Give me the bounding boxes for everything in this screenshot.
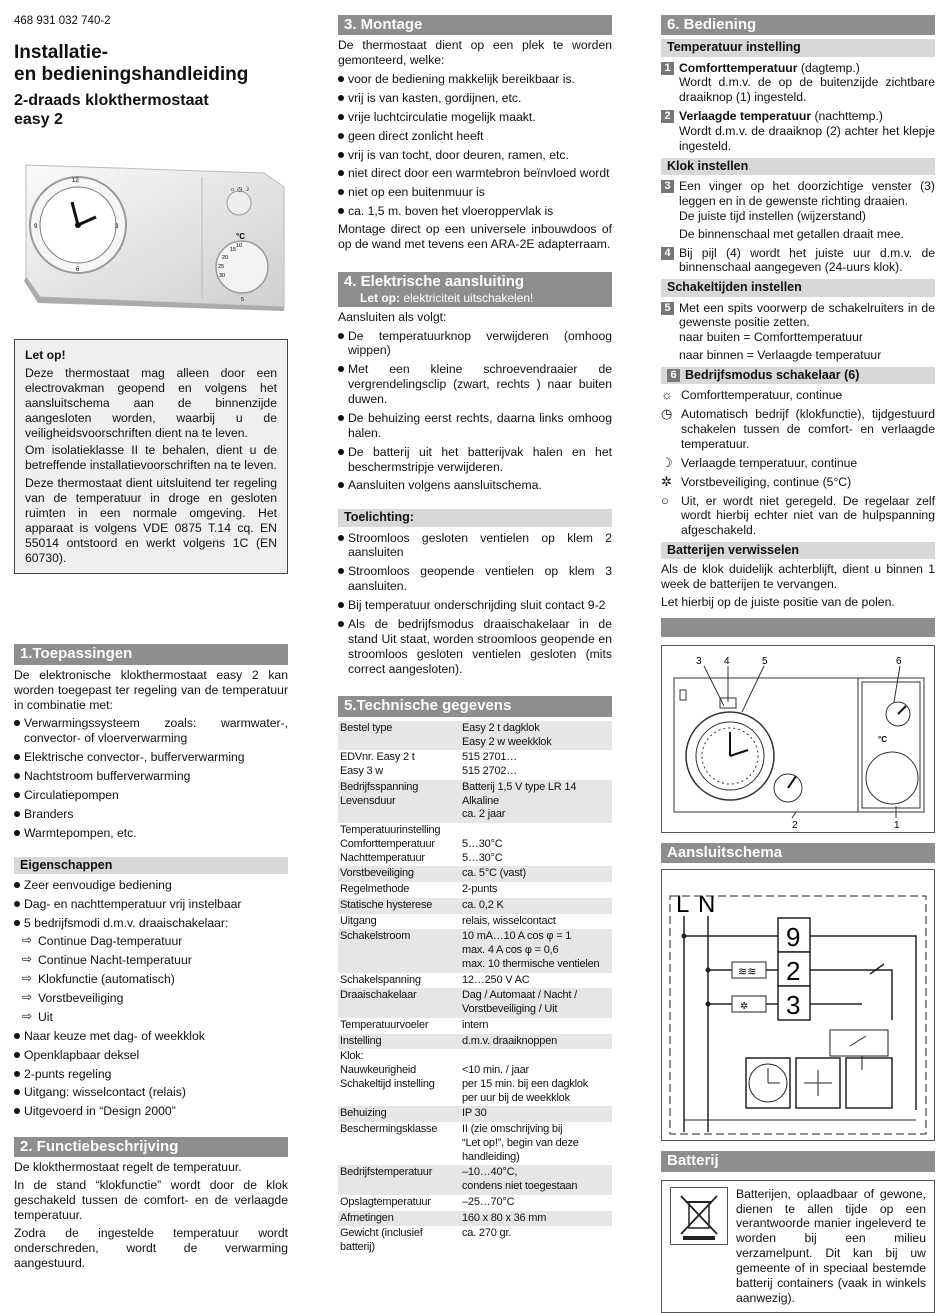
table-row (338, 1018, 612, 1034)
spec-label: Statische hysterese (338, 898, 460, 914)
applications-list (14, 716, 288, 840)
spec-label: Schakelstroom (338, 929, 460, 972)
list-item: Stroomloos gesloten ventielen op klem 2 aansluiten (338, 531, 612, 561)
spec-value: ca. 0,2 K (460, 898, 612, 914)
step-number: 1 (661, 62, 674, 75)
step-2-text: Wordt d.m.v. de draaiknop (2) achter het klepje ingesteld. (679, 124, 935, 153)
list-item: Met een kleine schroevendraaier de vergrendelingsclip (zwart, rechts ) naar buiten duwen. (338, 362, 612, 407)
list-item: Warmtepompen, etc. (14, 826, 288, 841)
explanation-list (338, 531, 612, 677)
step-number: 4 (661, 247, 674, 260)
list-item: Stroomloos geopende ventielen op klem 3 aansluiten. (338, 564, 612, 594)
spec-value: Dag / Automaat / Nacht / Vorstbeveiliging / Uit (460, 988, 612, 1018)
step-number: 2 (661, 110, 674, 123)
list-item: Uitgang: wisselcontact (relais) (14, 1085, 288, 1100)
diagram-label-3: 3 (696, 656, 702, 668)
spec-value: ca. 270 gr. (462, 1227, 512, 1240)
section-4-warning (344, 291, 606, 306)
diagram-label-6: 6 (896, 656, 902, 668)
list-item: niet op een buitenmuur is (338, 185, 612, 200)
spec-value: relais, wisselcontact (462, 914, 556, 927)
table-row (338, 866, 612, 882)
step-number: 6 (667, 369, 680, 382)
wiring-scheme-drawing (662, 870, 934, 1140)
table-row (338, 1122, 612, 1165)
spec-value: intern (462, 1018, 489, 1031)
battery-change-text-1: Als de klok duidelijk achterblijft, dient u binnen 1 week de batterijen te vervangen. (661, 562, 935, 592)
battery-change-heading: Batterijen verwisselen (661, 542, 935, 559)
spec-value: II (zie omschrijving bij “Let op!”, begin van deze handleiding) (462, 1123, 579, 1163)
thermostat-image (14, 147, 288, 319)
step-1: 1 Comforttemperatuur (dagtemp.) Wordt d.m.v. de op de buitenzijde zichtbare draaiknop (1) ingesteld. (661, 61, 935, 106)
list-item: De temperatuurknop verwijderen (omhoog wippen) (338, 329, 612, 359)
battery-heading: Batterij (661, 1151, 935, 1171)
table-row (338, 1106, 612, 1122)
section-1-heading: 1.Toepassingen (14, 644, 288, 664)
list-item: 5 bedrijfsmodi d.m.v. draaischakelaar: (14, 916, 288, 931)
table-row (338, 973, 612, 989)
list-item: voor de bediening makkelijk bereikbaar is. (338, 72, 612, 87)
spec-label: Behuizing (338, 1106, 460, 1122)
table-row (338, 1034, 612, 1050)
scheme-label-l: L (676, 891, 690, 919)
list-item: vrij is van kasten, gordijnen, etc. (338, 91, 612, 106)
spec-value: Batterij 1,5 V type LR 14 Alkaline ca. 2 jaar (460, 780, 612, 823)
list-item: 2-punts regeling (14, 1067, 288, 1082)
mounting-list (338, 72, 612, 219)
spec-value: 10 mA…10 A cos φ = 1 max. 4 A cos φ = 0,6 max. 10 thermische ventielen (460, 929, 612, 972)
section-2-paragraph-1: De klokthermostaat regelt de temperatuur. (14, 1160, 242, 1175)
dial-number-12: 12 (72, 178, 79, 185)
list-item: Circulatiepompen (14, 788, 288, 803)
column-1 (14, 0, 288, 1271)
spec-value: 5…30°C 5…30°C (462, 837, 503, 864)
spec-value: –25…70°C (462, 1195, 515, 1208)
list-item: De behuizing eerst rechts, daarna links omhoog halen. (338, 411, 612, 441)
mode-frost: ✲ Vorstbeveiliging, continue (5°C) (661, 473, 852, 489)
svg-text:°C: °C (878, 735, 887, 745)
table-row (338, 898, 612, 914)
spec-value: 515 2701… 515 2702… (462, 751, 518, 778)
properties-heading: Eigenschappen (14, 857, 288, 874)
list-item: ⇨ Vorstbeveiliging (14, 991, 288, 1006)
svg-text:☼ ◷ ☽: ☼ ◷ ☽ (230, 187, 250, 194)
page-title (14, 42, 288, 87)
mode-off: ○ Uit, er wordt niet geregeld. De regelaar zelf wordt hierbij echter niet van de hulpspanning afgeschakeld. (661, 492, 935, 538)
section-4-intro: Aansluiten als volgt: (338, 309, 447, 324)
notice-paragraph-2: Om isolatieklasse II te behalen, dient u de betreffende installatievoorschriften na te leven. (25, 443, 277, 473)
knob-number-5: 5 (241, 297, 245, 304)
knob-number-10: 10 (236, 243, 243, 250)
dial-number-3: 3 (115, 224, 119, 231)
column-3 (661, 15, 935, 1313)
spec-value: –10…40°C, condens niet toegestaan (460, 1165, 612, 1195)
clock-icon: ◷ (661, 406, 673, 422)
step-5: 5 Met een spits voorwerp de schakelruiters in de gewenste positie zetten. naar buiten = Comforttemperatuur naar binnen = Verlaagde temperatuur (661, 301, 935, 364)
spec-label: EDVnr. Easy 2 t Easy 3 w (340, 751, 415, 778)
svg-text:✲: ✲ (740, 1001, 749, 1013)
step-number: 3 (661, 180, 674, 193)
spec-label: Gewicht (inclusief batterij) (340, 1227, 423, 1254)
notice-title: Let op! (25, 348, 66, 363)
switch-times-heading: Schakeltijden instellen (661, 279, 935, 296)
section-2-paragraph-2: In de stand “klokfunctie” wordt door de klok geschakeld tussen de comfort- en de verlaagde temperatuur. (14, 1178, 288, 1223)
step-number: 5 (661, 302, 674, 315)
section-3-intro: De thermostaat dient op een plek te worden gemonteerd, welke: (338, 38, 612, 68)
section-5-heading: 5.Technische gegevens (338, 696, 612, 716)
spec-label: Instelling (338, 1034, 460, 1050)
diagram-label-2: 2 (792, 820, 798, 832)
list-item: Naar keuze met dag- of weekklok (14, 1029, 288, 1044)
section-3-heading: 3. Montage (338, 15, 612, 35)
table-row (338, 1226, 612, 1256)
list-item: Verwarmingssysteem zoals: warmwater-, convector- of vloerverwarming (14, 716, 288, 746)
warning-label: Let op: (360, 291, 400, 306)
section-4-heading (338, 272, 612, 307)
mode-comfort: ☼ Comforttemperatuur, continue (661, 387, 843, 403)
list-item: Nachtstroom bufferverwarming (14, 769, 288, 784)
table-row (338, 929, 612, 972)
list-item: ⇨ Continue Dag-temperatuur (14, 934, 288, 949)
section-6-heading: 6. Bediening (661, 15, 935, 35)
list-item: Als de bedrijfsmodus draaischakelaar in de stand Uit staat, worden stroomloos geopende en stroomloos gesloten ventielen gesloten (mits correct aangesloten). (338, 617, 612, 677)
frost-icon: ✲ (661, 473, 672, 489)
spec-label: Temperatuurvoeler (340, 1018, 429, 1031)
list-item: ⇨ Continue Nacht-temperatuur (14, 953, 288, 968)
device-diagram (661, 645, 935, 833)
svg-text:≋≋: ≋≋ (738, 965, 757, 979)
step-4: 4 Bij pijl (4) wordt het juiste uur d.m.v. de binnenschaal aangegeven (24-uurs klok). (661, 246, 935, 276)
list-item: niet direct door een warmtebron beïnvloed wordt (338, 166, 612, 181)
document-number: 468 931 032 740-2 (14, 15, 111, 27)
spec-label: Bedrijfstemperatuur (338, 1165, 460, 1195)
list-item: vrije luchtcirculatie mogelijk maakt. (338, 110, 612, 125)
explanation-heading: Toelichting: (338, 509, 612, 526)
section-2-heading: 2. Functiebeschrijving (14, 1137, 288, 1157)
spec-label: Vorstbeveiliging (338, 866, 460, 882)
notice-paragraph-1: Deze thermostaat mag alleen door een electrovakman geopend en volgens het aansluitschema aan de binnenzijde aangesloten worden, waarbij u de veiligheidsvoorschriften dient na te leven. (25, 366, 277, 440)
list-item: Uitgevoerd in “Design 2000” (14, 1104, 288, 1119)
list-item: ⇨ Uit (14, 1010, 288, 1025)
column-2 (338, 15, 612, 1256)
table-row (338, 721, 612, 751)
device-diagram-drawing (662, 646, 934, 832)
off-icon: ○ (661, 492, 669, 508)
properties-list (14, 878, 288, 931)
knob-number-30: 30 (219, 273, 226, 280)
properties-list-2 (14, 1029, 288, 1119)
mode-switch-heading: 6 Bedrijfsmodus schakelaar (6) (661, 367, 935, 384)
table-row (338, 823, 612, 866)
dial-number-9: 9 (34, 224, 38, 231)
spec-value: 160 x 80 x 36 mm (460, 1211, 612, 1227)
modes-list (14, 934, 288, 1024)
list-item: Dag- en nachttemperatuur vrij instelbaar (14, 897, 288, 912)
wiring-scheme-heading: Aansluitschema (661, 843, 935, 863)
clock-heading: Klok instellen (661, 158, 935, 175)
table-row (338, 1211, 612, 1227)
mode-auto: ◷ Automatisch bedrijf (klokfunctie), tijdgestuurd schakelen tussen de comfort- en verlaagde temperatuur. (661, 406, 935, 451)
list-item: ⇨ Klokfunctie (automatisch) (14, 972, 288, 987)
spec-label: Beschermingsklasse (340, 1123, 438, 1136)
diagram-label-1: 1 (894, 820, 900, 832)
notice-paragraph-3: Deze thermostaat dient uitsluitend ter regeling van de temperatuur in droge en gesloten ruimten in een normale omgeving. Het apparaat is volgens VDE 0875 T.14 cq. EN 55014 ontstoord en werkt volgens 1C (EN 60730). (25, 476, 277, 565)
connection-list (338, 329, 612, 494)
table-row (338, 1165, 612, 1195)
sun-icon: ☼ (661, 387, 673, 403)
step-2: 2 Verlaagde temperatuur (nachttemp.) Wordt d.m.v. de draaiknop (2) achter het klepje ingesteld. (661, 109, 935, 154)
spec-label: Regelmethode (340, 883, 410, 896)
list-item: Zeer eenvoudige bediening (14, 878, 288, 893)
spec-value: ca. 5°C (vast) (460, 866, 612, 882)
technical-data-table (338, 721, 612, 1256)
wiring-scheme (661, 869, 935, 1141)
dial-number-6: 6 (76, 267, 80, 274)
spec-value: 2-punts (462, 883, 498, 896)
spec-label: Schakelspanning (340, 973, 421, 986)
terminal-9: 9 (786, 922, 801, 953)
diagram-label-4: 4 (724, 656, 730, 668)
list-item: Elektrische convector-, bufferverwarming (14, 750, 288, 765)
section-4-title: 4. Elektrische aansluiting (344, 272, 525, 290)
table-row (338, 914, 612, 930)
scheme-label-n: N (698, 891, 716, 919)
temperature-heading: Temperatuur instelling (661, 39, 935, 56)
thermostat-photo (14, 147, 288, 319)
step-1-title: Comforttemperatuur (679, 60, 798, 75)
terminal-2: 2 (786, 956, 801, 987)
spec-label: Bedrijfsspanning Levensduur (338, 780, 460, 823)
mode-night: ☽ Verlaagde temperatuur, continue (661, 454, 858, 470)
terminal-3: 3 (786, 990, 801, 1021)
crossed-bin-icon (670, 1187, 728, 1245)
knob-number-15: 15 (230, 247, 237, 254)
spec-label: Draaischakelaar (338, 988, 460, 1018)
section-2-paragraph-3: Zodra de ingestelde temperatuur wordt onderschreden, wordt de verwarming aangestuurd. (14, 1225, 288, 1270)
spec-value: Easy 2 t dagklok Easy 2 w weekklok (460, 721, 612, 751)
list-item: geen direct zonlicht heeft (338, 129, 612, 144)
step-1-text: Wordt d.m.v. de op de buitenzijde zichtbare draaiknop (1) ingesteld. (679, 75, 935, 105)
spec-value: d.m.v. draaiknoppen (460, 1034, 612, 1050)
table-row (338, 1049, 612, 1106)
table-row (338, 750, 612, 780)
spec-label: Afmetingen (338, 1211, 460, 1227)
moon-icon: ☽ (661, 454, 673, 470)
table-row (338, 988, 612, 1018)
section-1-intro: De elektronische klokthermostaat easy 2 kan worden toegepast ter regeling van de temperatuur in combinatie met: (14, 667, 288, 712)
spec-value: IP 30 (460, 1106, 612, 1122)
list-item: Openklapbaar deksel (14, 1048, 288, 1063)
diagram-heading-bar (661, 618, 935, 637)
list-item: ca. 1,5 m. boven het vloeroppervlak is (338, 204, 612, 219)
title-line-2: en bedieningshandleiding (14, 64, 249, 86)
battery-disposal-text: Batterijen, oplaadbaar of gewone, dienen te allen tijde op een verantwoorde manier ingeleverd te worden bij een milieu verzamelpunt. Dit kan bij uw gemeente of in speciaal bestemde batterij containers (vaak in winkels aanwezig). (736, 1186, 926, 1305)
spec-label: Uitgang (340, 914, 377, 927)
knob-number-25: 25 (218, 264, 225, 271)
list-item: Branders (14, 807, 288, 822)
subtitle-line-2: easy 2 (14, 111, 63, 129)
diagram-label-5: 5 (762, 656, 768, 668)
table-row (338, 882, 612, 898)
subtitle (14, 91, 288, 129)
list-item: vrij is van tocht, door deuren, ramen, etc. (338, 148, 612, 163)
spec-label: Temperatuurinstelling Comforttemperatuur Nachttemperatuur (340, 824, 441, 864)
spec-label: Bestel type (338, 721, 460, 751)
spec-value: <10 min. / jaar per 15 min. bij een dagklok per uur bij de weekklok (462, 1064, 589, 1104)
spec-label: Klok: Nauwkeurigheid Schakeltijd instelling (340, 1050, 435, 1090)
spec-value: 12…250 V AC (462, 973, 530, 986)
table-row (338, 1195, 612, 1211)
warning-text: elektriciteit uitschakelen! (400, 291, 534, 306)
spec-label: Opslagtemperatuur (340, 1195, 431, 1208)
warning-notice (14, 339, 288, 574)
title-line-1: Installatie- (14, 42, 108, 64)
step-3: 3 Een vinger op het doorzichtige venster (3) leggen en in de gewenste richting draaien. De juiste tijd instellen (wijzerstand) De binnenschaal met getallen draait mee. (661, 179, 935, 242)
knob-number-20: 20 (222, 255, 229, 262)
list-item: De batterij uit het batterijvak halen en het beschermstripje verwijderen. (338, 445, 612, 475)
section-3-outro: Montage direct op een universele inbouwdoos of op de wand met tevens een ARA-2E adapterraam. (338, 222, 612, 251)
battery-disposal-box (661, 1180, 935, 1313)
list-item: Bij temperatuur onderschrijding sluit contact 9-2 (338, 598, 612, 613)
photo-degc: °C (236, 232, 245, 242)
subtitle-line-1: 2-draads klokthermostaat (14, 91, 209, 109)
step-2-title: Verlaagde temperatuur (679, 109, 812, 124)
list-item: Aansluiten volgens aansluitschema. (338, 478, 612, 493)
table-row (338, 780, 612, 823)
battery-change-text-2: Let hierbij op de juiste positie van de polen. (661, 595, 895, 610)
